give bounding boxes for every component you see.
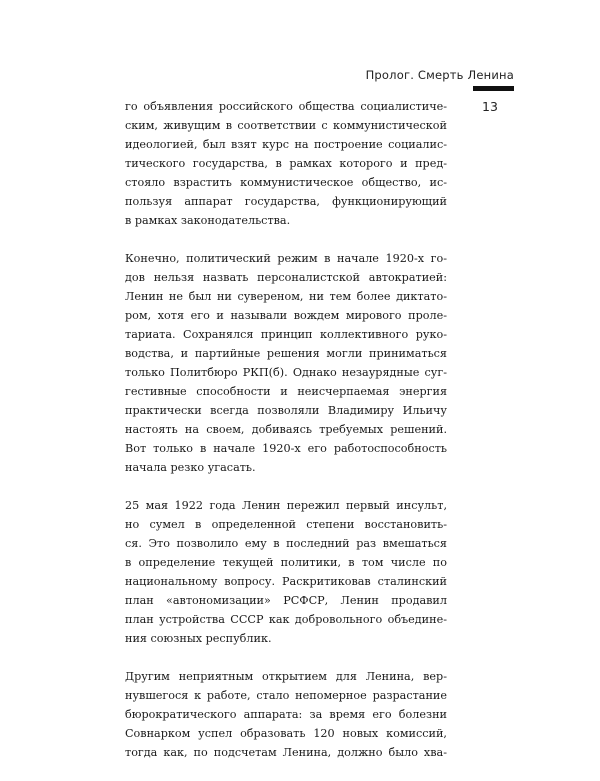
text-line: в определение текущей политики, в том числе по xyxy=(125,556,447,569)
text-line: практически всегда позволяли Владимиру Ильичу xyxy=(125,404,447,417)
text-line: дов нельзя назвать персоналистской автократией: xyxy=(125,271,447,284)
paragraph-2 xyxy=(125,249,447,477)
text-line: план устройства СССР как добровольного объедине- xyxy=(125,613,447,626)
paragraph-3 xyxy=(125,496,447,648)
text-line: Конечно, политический режим в начале 1920-х го- xyxy=(125,252,447,265)
text-line: Ленин не был ни сувереном, ни тем более диктато- xyxy=(125,290,447,303)
text-line: бюрократического аппарата: за время его болезни xyxy=(125,708,447,721)
text-line: стояло взрастить коммунистическое общество, ис- xyxy=(125,176,447,189)
running-title: Пролог. Смерть Ленина xyxy=(365,68,514,82)
paragraph-1 xyxy=(125,97,447,230)
text-line: 25 мая 1922 года Ленин пережил первый инсульт, xyxy=(125,499,447,512)
body-text xyxy=(125,97,447,781)
text-line: Другим неприятным открытием для Ленина, вер- xyxy=(125,670,447,683)
text-line: ром, хотя его и называли вождем мирового проле- xyxy=(125,309,447,322)
text-line: национальному вопросу. Раскритиковав сталинский xyxy=(125,575,447,588)
text-line: тариата. Сохранялся принцип коллективного руко- xyxy=(125,328,447,341)
text-line: в рамках законодательства. xyxy=(125,214,291,227)
text-line: ся. Это позволило ему в последний раз вмешаться xyxy=(125,537,447,550)
paragraph-4 xyxy=(125,667,447,762)
text-line: идеологией, был взят курс на построение социалис- xyxy=(125,138,447,151)
text-line: Совнарком успел образовать 120 новых комиссий, xyxy=(125,727,447,740)
text-line: только Политбюро РКП(б). Однако незаурядные суг- xyxy=(125,366,447,379)
page-number: 13 xyxy=(482,99,498,114)
text-line: тогда как, по подсчетам Ленина, должно было хва- xyxy=(125,746,447,759)
text-line: план «автономизации» РСФСР, Ленин продавил xyxy=(125,594,447,607)
text-line: нувшегося к работе, стало непомерное разрастание xyxy=(125,689,447,702)
text-line: настоять на своем, добиваясь требуемых решений. xyxy=(125,423,447,436)
text-line: го объявления российского общества социалистиче- xyxy=(125,100,447,113)
text-line: Вот только в начале 1920-х его работоспособность xyxy=(125,442,447,455)
text-line: но сумел в определенной степени восстановить- xyxy=(125,518,447,531)
text-line: начала резко угасать. xyxy=(125,461,256,474)
text-line: ния союзных республик. xyxy=(125,632,272,645)
text-line: ским, живущим в соответствии с коммунистической xyxy=(125,119,447,132)
text-line: тического государства, в рамках которого и пред- xyxy=(125,157,447,170)
text-line: гестивные способности и неисчерпаемая энергия xyxy=(125,385,447,398)
text-line: водства, и партийные решения могли приниматься xyxy=(125,347,447,360)
header-rule xyxy=(473,86,514,91)
text-line: пользуя аппарат государства, функционирующий xyxy=(125,195,447,208)
